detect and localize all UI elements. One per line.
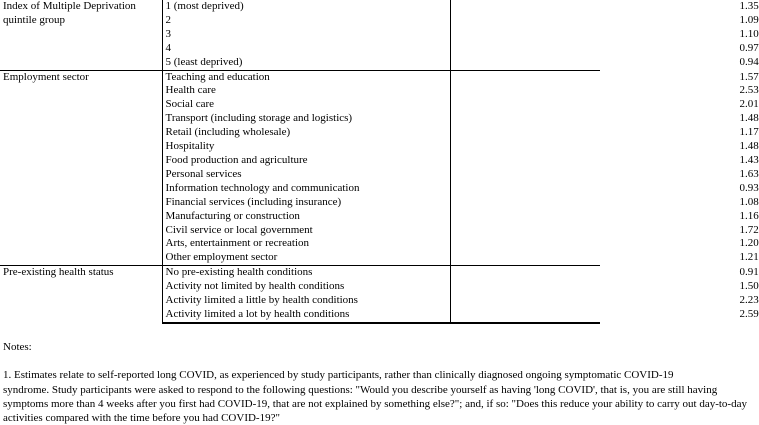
note-line: syndrome. Study participants were asked to respond to the following questions: "Would you describe yourself as having 'long COVID', that is, you are still having [3,383,718,396]
category-cell: Hospitality [162,140,450,154]
value-cell: 0.93 [450,182,600,196]
value-cell: 0.97 [450,42,600,56]
value-cell: 1.09 [450,14,600,28]
table-row [0,0,600,14]
notes-heading: Notes: [3,341,32,353]
value-cell: 2.53 [450,84,600,98]
value-cell: 0.91 [450,266,600,280]
value-cell: 2.59 [450,308,600,323]
category-cell: Activity limited a little by health conditions [162,294,450,308]
table-row [0,266,600,280]
value-cell: 1.72 [450,224,600,238]
value-cell: 2.01 [450,98,600,112]
category-cell: 5 (least deprived) [162,56,450,70]
group-label: Pre-existing health status [0,266,162,323]
value-cell: 0.94 [450,56,600,70]
value-cell: 1.17 [450,126,600,140]
category-cell: Transport (including storage and logistics) [162,112,450,126]
value-cell: 1.16 [450,210,600,224]
value-cell: 1.21 [450,251,600,265]
category-cell: Retail (including wholesale) [162,126,450,140]
value-cell: 1.48 [450,140,600,154]
notes-section [3,340,747,425]
category-cell: 2 [162,14,450,28]
category-cell: Personal services [162,168,450,182]
note-line: symptoms more than 4 weeks after you first had COVID-19, that are not explained by something else?"; and, if so: "Does this reduce your ability to carry out day-to-day [3,397,747,410]
category-cell: Activity not limited by health conditions [162,280,450,294]
category-cell: 3 [162,28,450,42]
category-cell: Health care [162,84,450,98]
category-cell: Civil service or local government [162,224,450,238]
group-label: Employment sector [0,70,162,266]
value-cell: 2.23 [450,294,600,308]
category-cell: Food production and agriculture [162,154,450,168]
category-cell: Manufacturing or construction [162,210,450,224]
category-cell: Arts, entertainment or recreation [162,237,450,251]
value-cell: 1.10 [450,28,600,42]
value-cell: 1.48 [450,112,600,126]
value-cell: 1.63 [450,168,600,182]
category-cell: No pre-existing health conditions [162,266,450,280]
table-row [0,70,600,84]
value-cell: 1.20 [450,237,600,251]
category-cell: Other employment sector [162,251,450,265]
category-cell: Teaching and education [162,70,450,84]
category-cell: Activity limited a lot by health conditions [162,308,450,323]
value-cell: 1.08 [450,196,600,210]
value-cell: 1.57 [450,70,600,84]
category-cell: Information technology and communication [162,182,450,196]
note-line: 1. Estimates relate to self-reported long COVID, as experienced by study participants, rather than clinically diagnosed ongoing symptomatic COVID-19 [3,369,674,382]
value-cell: 1.35 [450,0,600,14]
category-cell: Financial services (including insurance) [162,196,450,210]
category-cell: 1 (most deprived) [162,0,450,14]
note-line: activities compared with the time before you had COVID-19?" [3,411,280,424]
category-cell: Social care [162,98,450,112]
notes-blank-line [3,354,643,368]
category-cell: 4 [162,42,450,56]
group-label: Index of Multiple Deprivation quintile group [3,0,136,26]
value-cell: 1.50 [450,280,600,294]
value-cell: 1.43 [450,154,600,168]
